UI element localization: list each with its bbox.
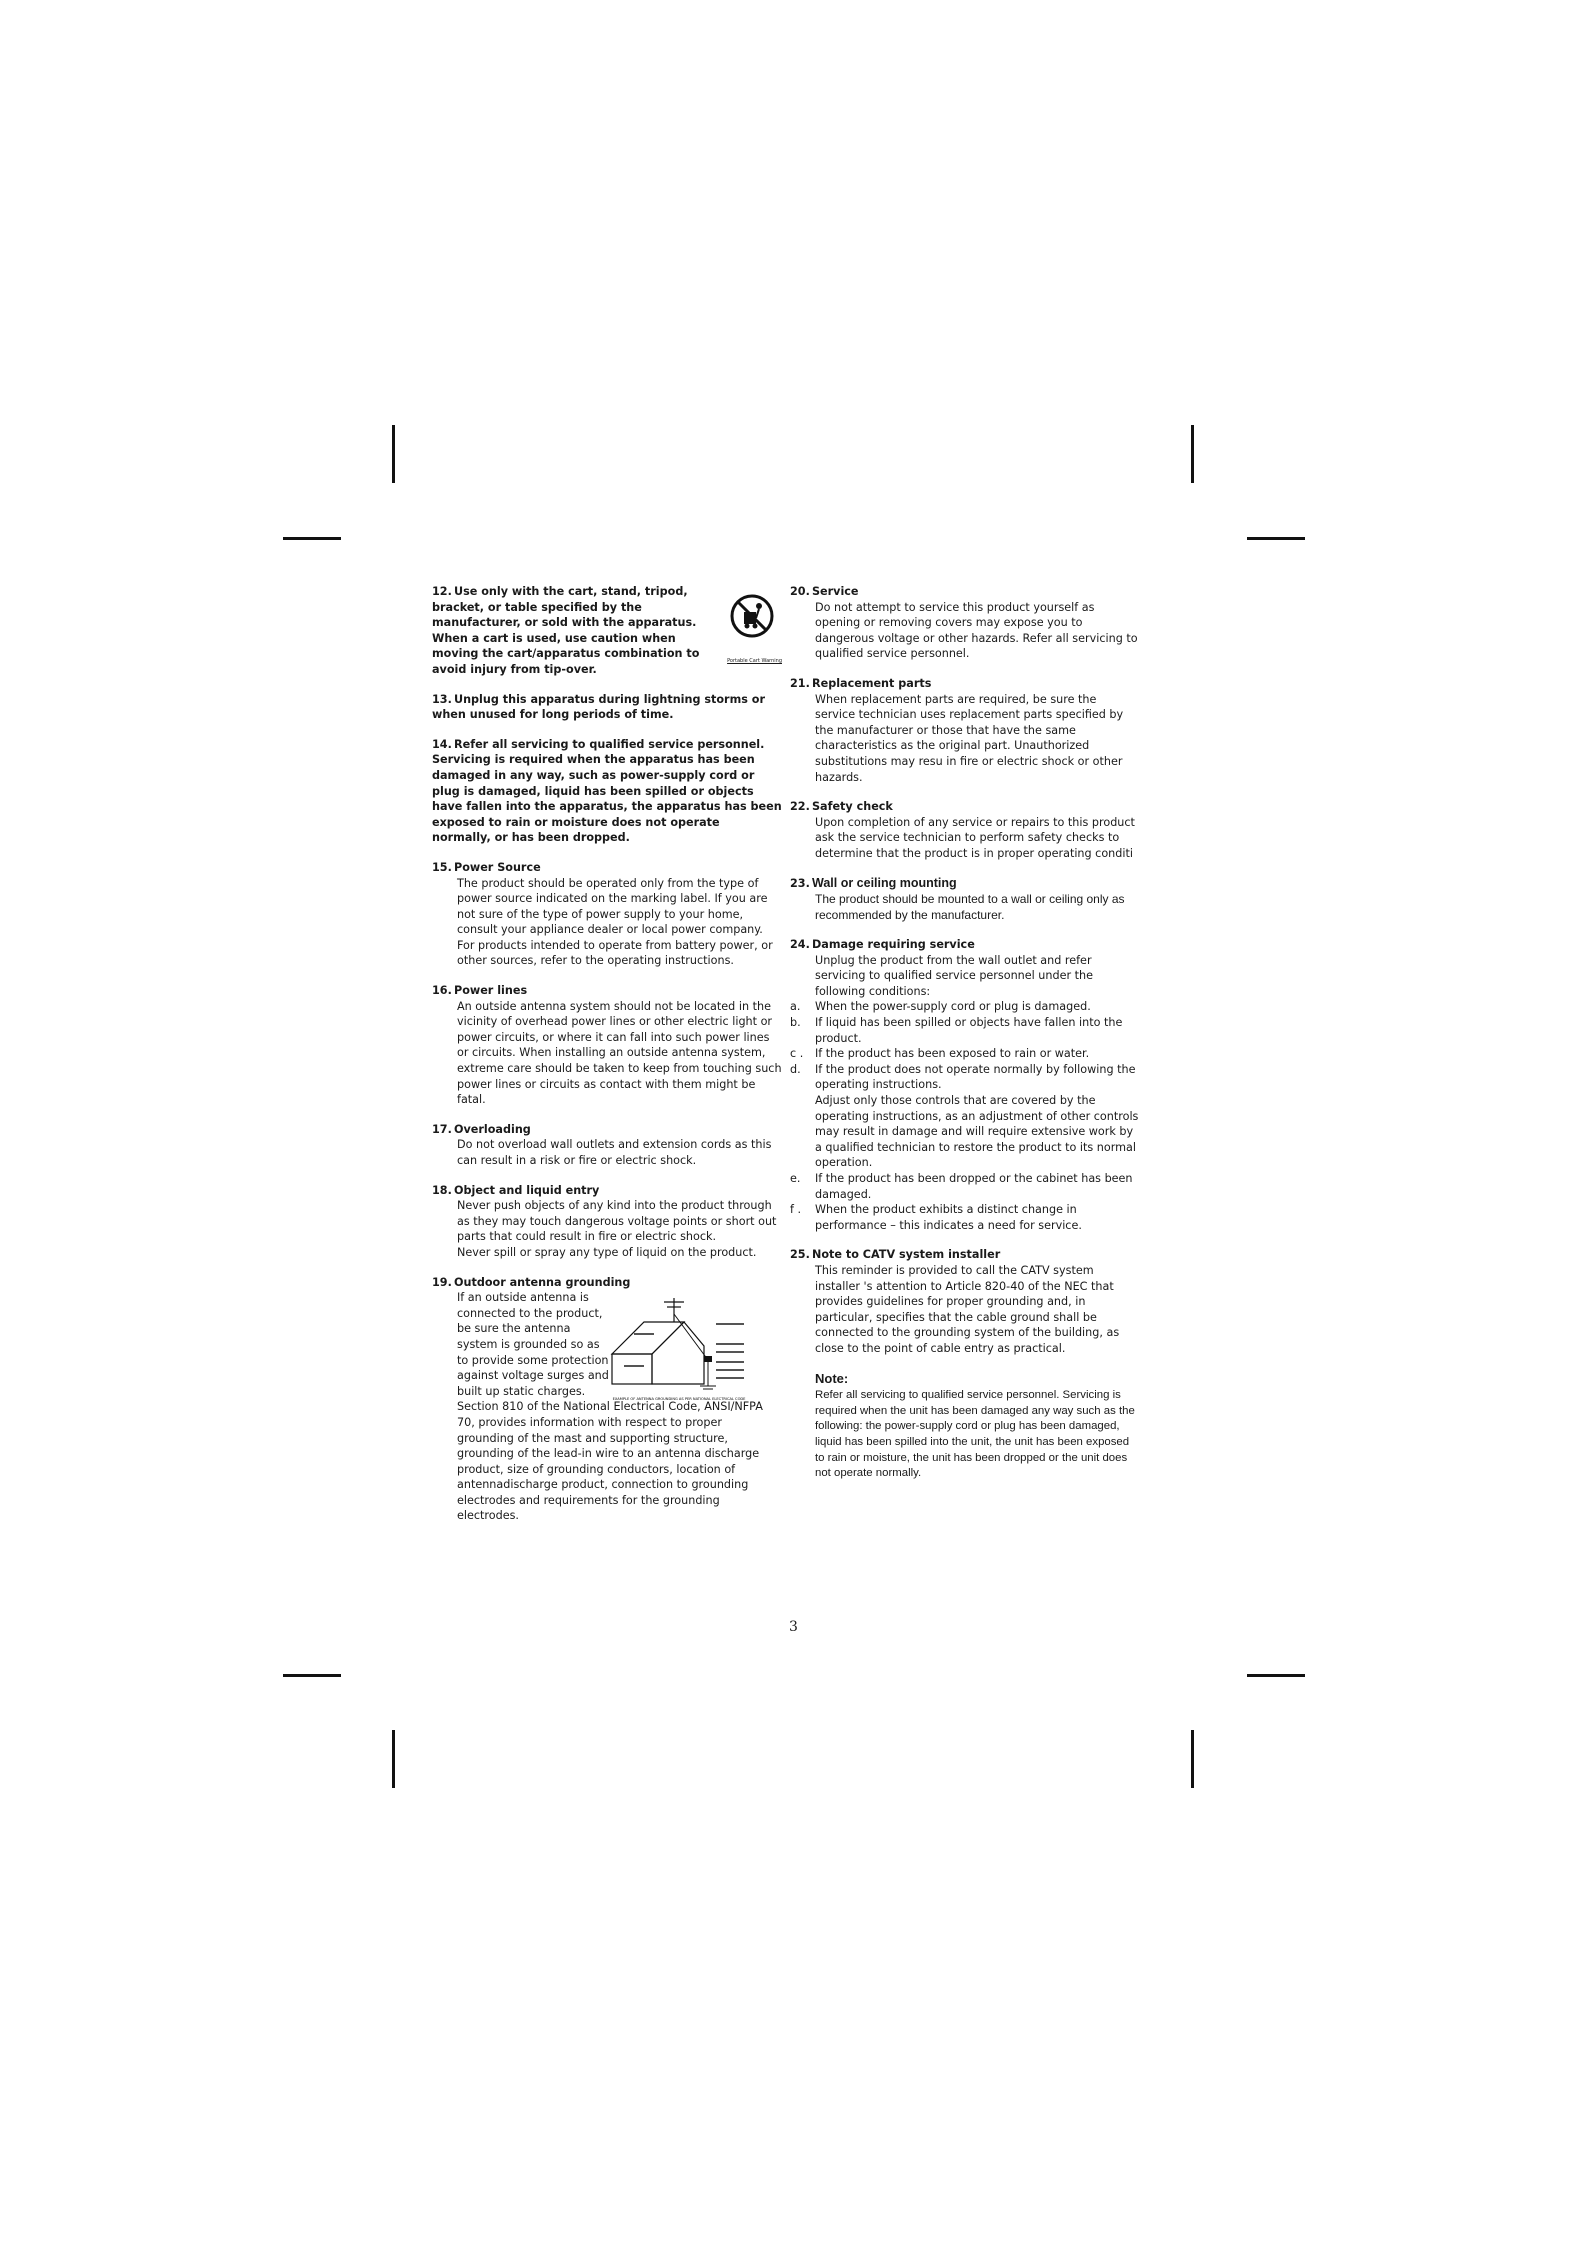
item-body: Do not overload wall outlets and extension cords as this can result in a risk or fire or electric shock. — [457, 1138, 772, 1167]
cart-warning-icon — [730, 594, 774, 638]
crop-mark-bottom-right-horizontal — [1247, 1674, 1305, 1677]
item-23 — [790, 876, 1140, 924]
condition-label: b. — [790, 1016, 801, 1030]
item-body: Upon completion of any service or repairs to this product ask the service technician to perform safety checks to determine that the product is in proper operating conditi — [815, 815, 1135, 860]
note-title: Note: — [815, 1370, 849, 1386]
item-number: 24. — [790, 938, 810, 952]
item-number: 17. — [432, 1122, 452, 1136]
item-body: The product should be operated only from the type of power source indicated on the marking label. If you are not sure of the type of power supply to your home, consult your appliance dealer or local power company. For products intended to operate from battery power, or other sources, refer to the operating instructions. — [457, 876, 773, 968]
item-13 — [432, 692, 782, 723]
item-number: 14. — [432, 737, 452, 751]
item-number: 12. — [432, 585, 452, 598]
cart-warning-caption: Portable Cart Warning — [727, 658, 782, 664]
item-body-2: Never spill or spray any type of liquid on the product. — [457, 1245, 757, 1259]
item-number: 21. — [790, 676, 810, 690]
item-18 — [432, 1183, 782, 1261]
item-title: Power lines — [454, 984, 528, 998]
item-12 — [432, 584, 782, 678]
crop-mark-top-left-horizontal — [283, 537, 341, 540]
item-number: 19. — [432, 1275, 452, 1289]
item-19 — [432, 1275, 782, 1525]
item-title: Outdoor antenna grounding — [454, 1275, 631, 1289]
diagram-caption: EXAMPLE OF ANTENNA GROUNDING AS PER NATIONAL ELECTRICAL CODE — [612, 1397, 746, 1402]
item-title: Service — [812, 585, 859, 598]
item-number: 18. — [432, 1183, 452, 1197]
item-24 — [790, 937, 1140, 1233]
item-number: 25. — [790, 1248, 810, 1262]
item-body-long: Section 810 of the National Electrical Code, ANSI/NFPA 70, provides information with respect to proper grounding of the mast and supporting structure, grounding of the lead-in wire to an antenna discharge product, size of grounding conductors, location of antennadischarge product, connection to grounding electrodes and requirements for the grounding electrodes. — [457, 1400, 763, 1523]
item-number: 13. — [432, 692, 452, 706]
item-body: An outside antenna system should not be located in the vicinity of overhead power lines or other electric light or power circuits, or where it can fall into such power lines or circuits. When installing an outside antenna system, extreme care should be taken to keep from touching such power lines or circuits as contact with them might be fatal. — [457, 999, 782, 1107]
item-17 — [432, 1122, 782, 1169]
item-title: Note to CATV system installer — [812, 1248, 1001, 1262]
right-column — [790, 584, 1140, 1482]
item-title: Overloading — [454, 1122, 531, 1136]
item-title: Safety check — [812, 800, 893, 814]
item-22 — [790, 799, 1140, 861]
item-20 — [790, 584, 1140, 662]
page-number: 3 — [789, 1619, 798, 1635]
item-title: Wall or ceiling mounting — [812, 875, 957, 890]
item-16 — [432, 983, 782, 1108]
condition-b — [790, 1015, 1140, 1046]
item-14-text: Refer all servicing to qualified service personnel. Servicing is required when the apparatus has been damaged in any way, such as power-supply cord or plug is damaged, liquid has been spilled or objects have fallen into the apparatus, the apparatus has been exposed to rain or moisture does not operate normally, or has been dropped. — [432, 737, 782, 845]
item-14 — [432, 737, 782, 846]
item-body: This reminder is provided to call the CATV system installer 's attention to Article 820-40 of the NEC that provides guidelines for proper grounding and, in particular, specifies that the cable ground shall be connected to the grounding system of the building, as close to the point of cable entry as practical. — [815, 1263, 1120, 1355]
crop-mark-bottom-left-horizontal — [283, 1674, 341, 1677]
condition-text: When the power-supply cord or plug is damaged. — [815, 1000, 1091, 1014]
condition-label: c . — [790, 1047, 804, 1061]
item-title: Replacement parts — [812, 676, 932, 690]
antenna-block — [432, 1290, 782, 1402]
item-13-text: Unplug this apparatus during lightning storms or when unused for long periods of time. — [432, 692, 765, 722]
condition-text: If the product has been dropped or the cabinet has been damaged. — [815, 1172, 1133, 1201]
item-body: Never push objects of any kind into the product through as they may touch dangerous voltage points or short out parts that could result in fire or electric shock. — [457, 1199, 777, 1244]
item-title: Damage requiring service — [812, 938, 975, 952]
antenna-grounding-diagram — [604, 1294, 754, 1404]
crop-mark-top-right-vertical — [1191, 425, 1194, 483]
item-number: 16. — [432, 984, 452, 998]
item-21 — [790, 676, 1140, 785]
condition-e — [790, 1171, 1140, 1202]
condition-text: If the product has been exposed to rain or water. — [815, 1047, 1090, 1061]
item-body: When replacement parts are required, be sure the service technician uses replacement parts specified by the manufacturer or those that have the same characteristics as the original part. Unauthorized substitutions may resu in fire or electric shock or other hazards. — [815, 692, 1124, 784]
note-body: Refer all servicing to qualified service personnel. Servicing is required when the unit has been damaged any way such as the following: the power-supply cord or plug has been damaged, liquid has been spilled into the unit, the unit has been exposed to rain or moisture, the unit has been dropped or the unit does not operate normally. — [815, 1389, 1135, 1480]
item-number: 23. — [790, 876, 810, 890]
condition-text: Adjust only those controls that are covered by the operating instructions, as an adjustment of other controls may result in damage and will require extensive work by a qualified technician to restore the product to its normal operation. — [815, 1094, 1139, 1170]
item-number: 20. — [790, 585, 810, 598]
crop-mark-top-right-horizontal — [1247, 537, 1305, 540]
item-body: If an outside antenna is connected to the product, be sure the antenna system is grounded so as to provide some protection against voltage surges and built up static charges. — [457, 1291, 609, 1398]
condition-a — [790, 999, 1140, 1015]
crop-mark-bottom-right-vertical — [1191, 1730, 1194, 1788]
condition-label: d. — [790, 1062, 801, 1076]
item-body: Do not attempt to service this product yourself as opening or removing covers may expose you to dangerous voltage or other hazards. Refer all servicing to qualified service personnel. — [815, 600, 1138, 661]
item-15 — [432, 860, 782, 969]
condition-label: a. — [790, 1000, 801, 1014]
item-body: Unplug the product from the wall outlet and refer servicing to qualified service personnel under the following conditions: — [815, 953, 1093, 998]
condition-c — [790, 1046, 1140, 1062]
item-number: 15. — [432, 860, 452, 874]
item-title: Object and liquid entry — [454, 1183, 600, 1197]
condition-d — [790, 1062, 1140, 1093]
condition-label: e. — [790, 1172, 801, 1185]
item-12-text: Use only with the cart, stand, tripod, bracket, or table specified by the manufacturer, or sold with the apparatus. When a cart is used, use caution when moving the cart/apparatus combination to avoid injury from tip-over. — [432, 585, 700, 676]
condition-text: If liquid has been spilled or objects have fallen into the product. — [815, 1016, 1123, 1045]
condition-text: If the product does not operate normally by following the operating instructions. — [815, 1062, 1136, 1092]
item-25 — [790, 1247, 1140, 1356]
item-number: 22. — [790, 800, 810, 814]
crop-mark-bottom-left-vertical — [392, 1730, 395, 1788]
condition-text: When the product exhibits a distinct change in performance – this indicates a need for service. — [815, 1203, 1082, 1232]
condition-d-detail — [790, 1093, 1140, 1171]
item-title: Power Source — [454, 860, 541, 874]
item-body: The product should be mounted to a wall or ceiling only as recommended by the manufacturer. — [815, 892, 1125, 923]
condition-label: f . — [790, 1203, 802, 1217]
crop-mark-top-left-vertical — [392, 425, 395, 483]
condition-f — [790, 1202, 1140, 1233]
left-column — [432, 584, 782, 1538]
